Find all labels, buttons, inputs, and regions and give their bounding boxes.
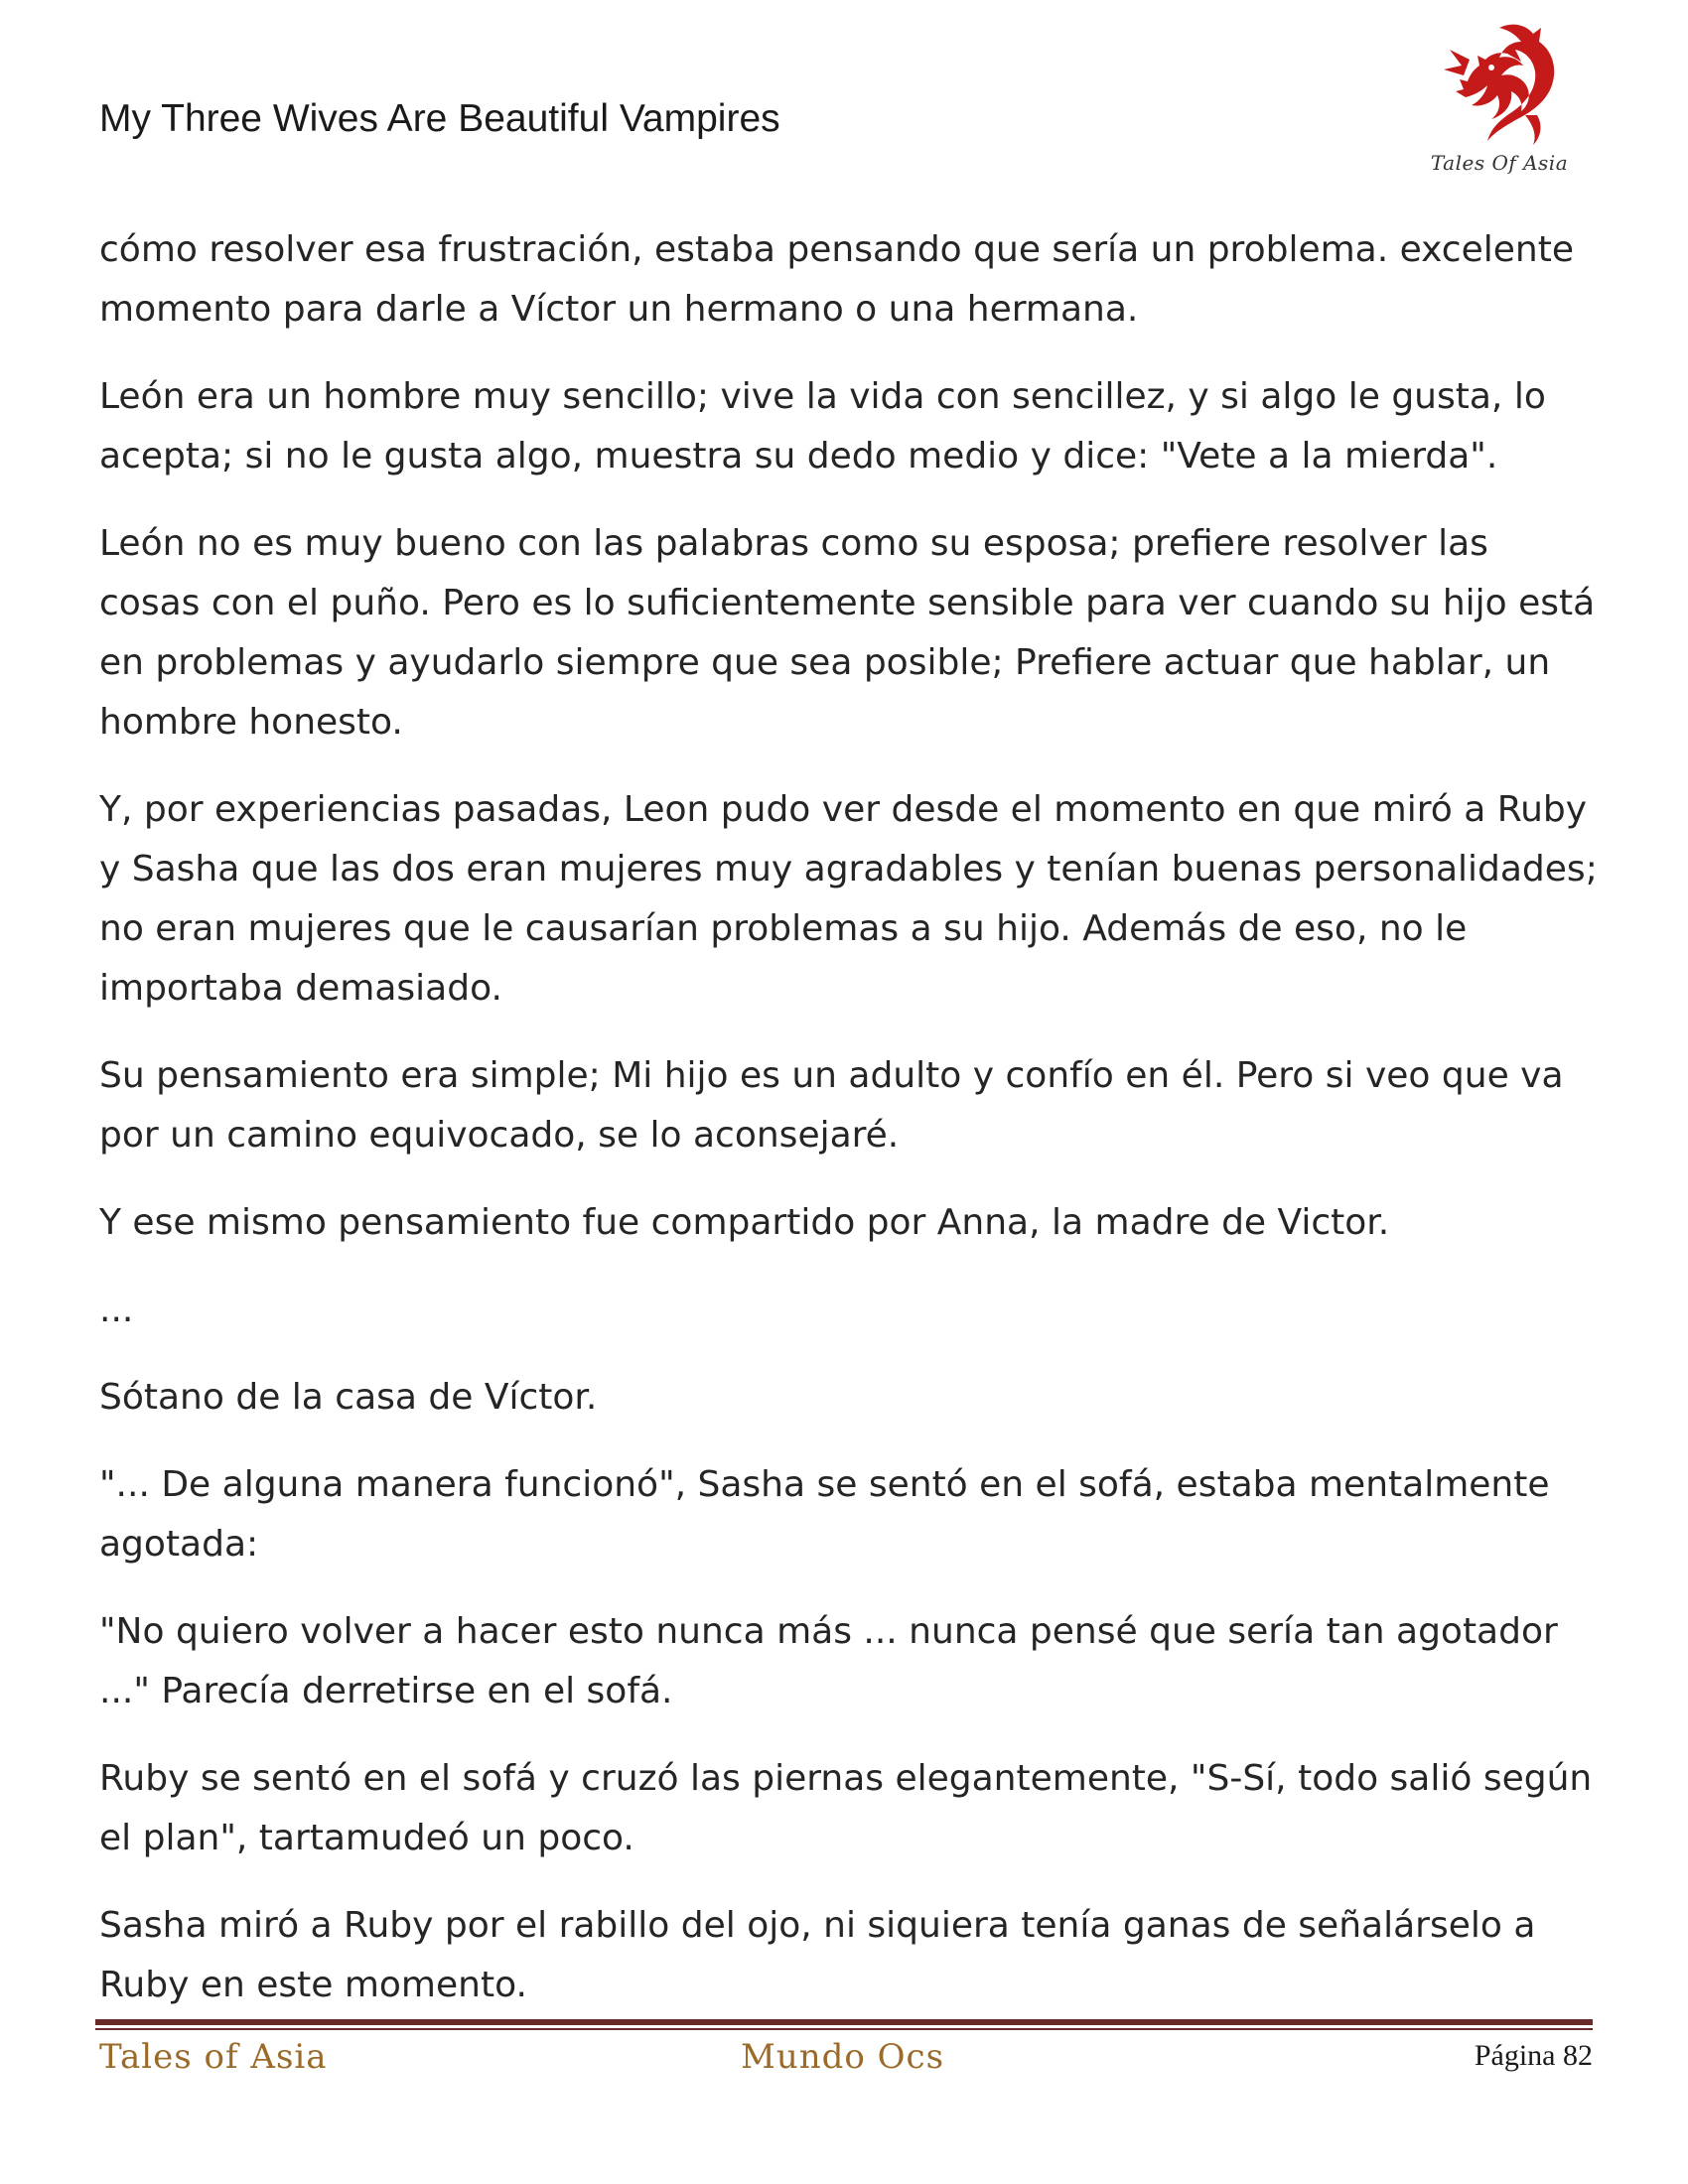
paragraph: Ruby se sentó en el sofá y cruzó las piernas elegantemente, "S-Sí, todo salió según el plan", tartamudeó un poco. xyxy=(99,1758,1593,1858)
dragon-icon xyxy=(1430,20,1569,149)
paragraph: León no es muy bueno con las palabras como su esposa; prefiere resolver las cosas con el puño. Pero es lo suficientemente sensible para ver cuando su hijo está en problemas y ayudarlo siempre que sea posible; Prefiere actuar que hablar, un hombre honesto. xyxy=(99,523,1596,743)
page-body xyxy=(99,220,1599,2043)
document-title: My Three Wives Are Beautiful Vampires xyxy=(99,97,780,140)
logo-text: Tales Of Asia xyxy=(1430,151,1569,175)
page-number: Página 82 xyxy=(1474,2039,1593,2072)
paragraph: Sótano de la casa de Víctor. xyxy=(99,1377,598,1418)
paragraph: Y ese mismo pensamiento fue compartido por Anna, la madre de Victor. xyxy=(99,1202,1390,1243)
footer-divider-thin xyxy=(95,2028,1593,2030)
paragraph: León era un hombre muy sencillo; vive la vida con sencillez, y si algo le gusta, lo acepta; si no le gusta algo, muestra su dedo medio y dice: "Vete a la mierda". xyxy=(99,376,1546,477)
footer-publisher: Tales of Asia xyxy=(99,2037,328,2077)
paragraph: "No quiero volver a hacer esto nunca más ... nunca pensé que sería tan agotador ..." Parecía derretirse en el sofá. xyxy=(99,1611,1558,1711)
paragraph: cómo resolver esa frustración, estaba pensando que sería un problema. excelente momento para darle a Víctor un hermano o una hermana. xyxy=(99,229,1574,330)
footer-translator: Mundo Ocs xyxy=(741,2037,945,2077)
tales-of-asia-logo xyxy=(1430,20,1569,181)
paragraph: "... De alguna manera funcionó", Sasha se sentó en el sofá, estaba mentalmente agotada: xyxy=(99,1464,1550,1565)
footer-divider xyxy=(95,2019,1593,2025)
paragraph: Y, por experiencias pasadas, Leon pudo ver desde el momento en que miró a Ruby y Sasha que las dos eran mujeres muy agradables y tenían buenas personalidades; no eran mujeres que le causarían problemas a su hijo. Además de eso, no le importaba demasiado. xyxy=(99,789,1598,1009)
paragraph: Sasha miró a Ruby por el rabillo del ojo, ni siquiera tenía ganas de señalárselo a Ruby en este momento. xyxy=(99,1905,1536,2005)
scene-break: ... xyxy=(99,1290,134,1330)
paragraph: Su pensamiento era simple; Mi hijo es un adulto y confío en él. Pero si veo que va por un camino equivocado, se lo aconsejaré. xyxy=(99,1055,1564,1156)
